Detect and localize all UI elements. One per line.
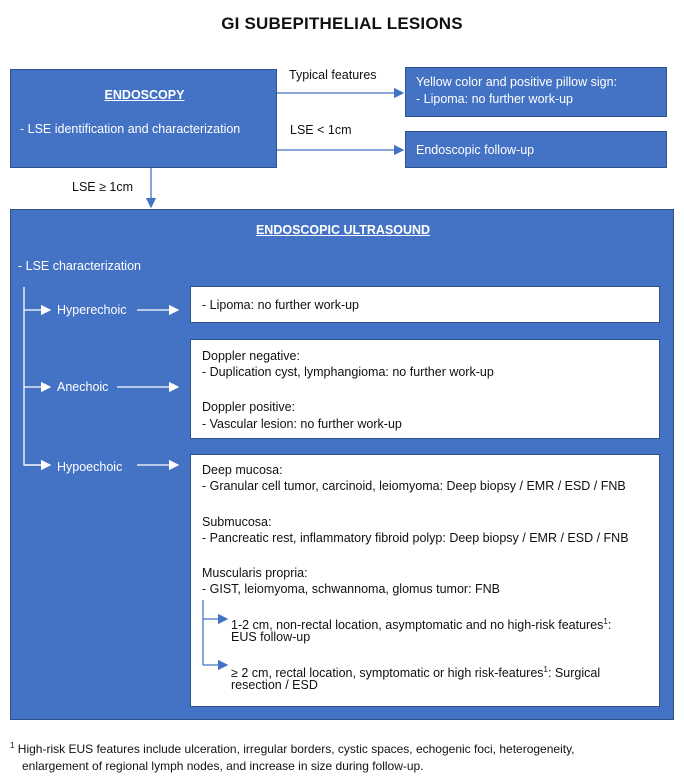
lse-lt-1cm-label: LSE < 1cm	[290, 123, 352, 137]
sub1-text-b: :	[607, 618, 612, 633]
hypo-line5: Muscularis propria:	[202, 566, 308, 580]
footnote-mark: 1	[10, 741, 15, 750]
hypo-line3: Submucosa:	[202, 515, 272, 529]
footnote-text1: High-risk EUS features include ulceration, irregular borders, cystic spaces, echogenic foci, heterogeneity,	[17, 742, 575, 756]
eus-branch-trunk	[24, 287, 44, 465]
sub1-footnote-mark: 1	[603, 617, 608, 626]
hypo-line4: - Pancreatic rest, inflammatory fibroid polyp: Deep biopsy / EMR / ESD / FNB	[202, 531, 629, 545]
sub1-line2: EUS follow-up	[231, 630, 311, 644]
sub2-text-b: : Surgical	[547, 666, 601, 681]
hyperechoic-label: Hyperechoic	[57, 303, 127, 317]
sub2-line2: resection / ESD	[231, 678, 318, 692]
an-line2: - Duplication cyst, lymphangioma: no further work-up	[202, 365, 494, 379]
lse-ge-1cm-label: LSE ≥ 1cm	[72, 180, 134, 194]
yellow-color-line2: - Lipoma: no further work-up	[416, 92, 574, 106]
hypo-line2: - Granular cell tumor, carcinoid, leiomyoma: Deep biopsy / EMR / ESD / FNB	[202, 479, 626, 493]
an-line4: - Vascular lesion: no further work-up	[202, 417, 402, 431]
hypo-line1: Deep mucosa:	[202, 463, 283, 477]
an-line1: Doppler negative:	[202, 349, 300, 363]
eus-heading: ENDOSCOPIC ULTRASOUND	[255, 223, 431, 237]
eus-characterization: - LSE characterization	[18, 259, 141, 273]
endoscopy-body: - LSE identification and characterization	[20, 122, 241, 136]
endoscopy-heading: ENDOSCOPY	[104, 88, 185, 102]
typical-features-label: Typical features	[289, 68, 377, 82]
an-line3: Doppler positive:	[202, 400, 296, 414]
hyperechoic-result: - Lipoma: no further work-up	[202, 298, 360, 312]
sub1-text-a: 1-2 cm, non-rectal location, asymptomatic and no high-risk features	[231, 618, 604, 633]
sub2-footnote-mark: 1	[543, 665, 548, 674]
footnote	[10, 737, 575, 775]
diagram-title: GI SUBEPITHELIAL LESIONS	[221, 14, 463, 33]
hypo-line6: - GIST, leiomyoma, schwannoma, glomus tumor: FNB	[202, 582, 501, 596]
hypoechoic-label: Hypoechoic	[57, 460, 123, 474]
sub2-text-a: ≥ 2 cm, rectal location, symptomatic or high risk-features	[231, 666, 544, 681]
footnote-line2: enlargement of regional lymph nodes, and increase in size during follow-up.	[22, 759, 424, 773]
yellow-color-line1: Yellow color and positive pillow sign:	[416, 75, 618, 89]
anechoic-label: Anechoic	[57, 380, 109, 394]
footnote-line1	[10, 737, 575, 758]
endoscopic-followup-label: Endoscopic follow-up	[416, 143, 535, 157]
